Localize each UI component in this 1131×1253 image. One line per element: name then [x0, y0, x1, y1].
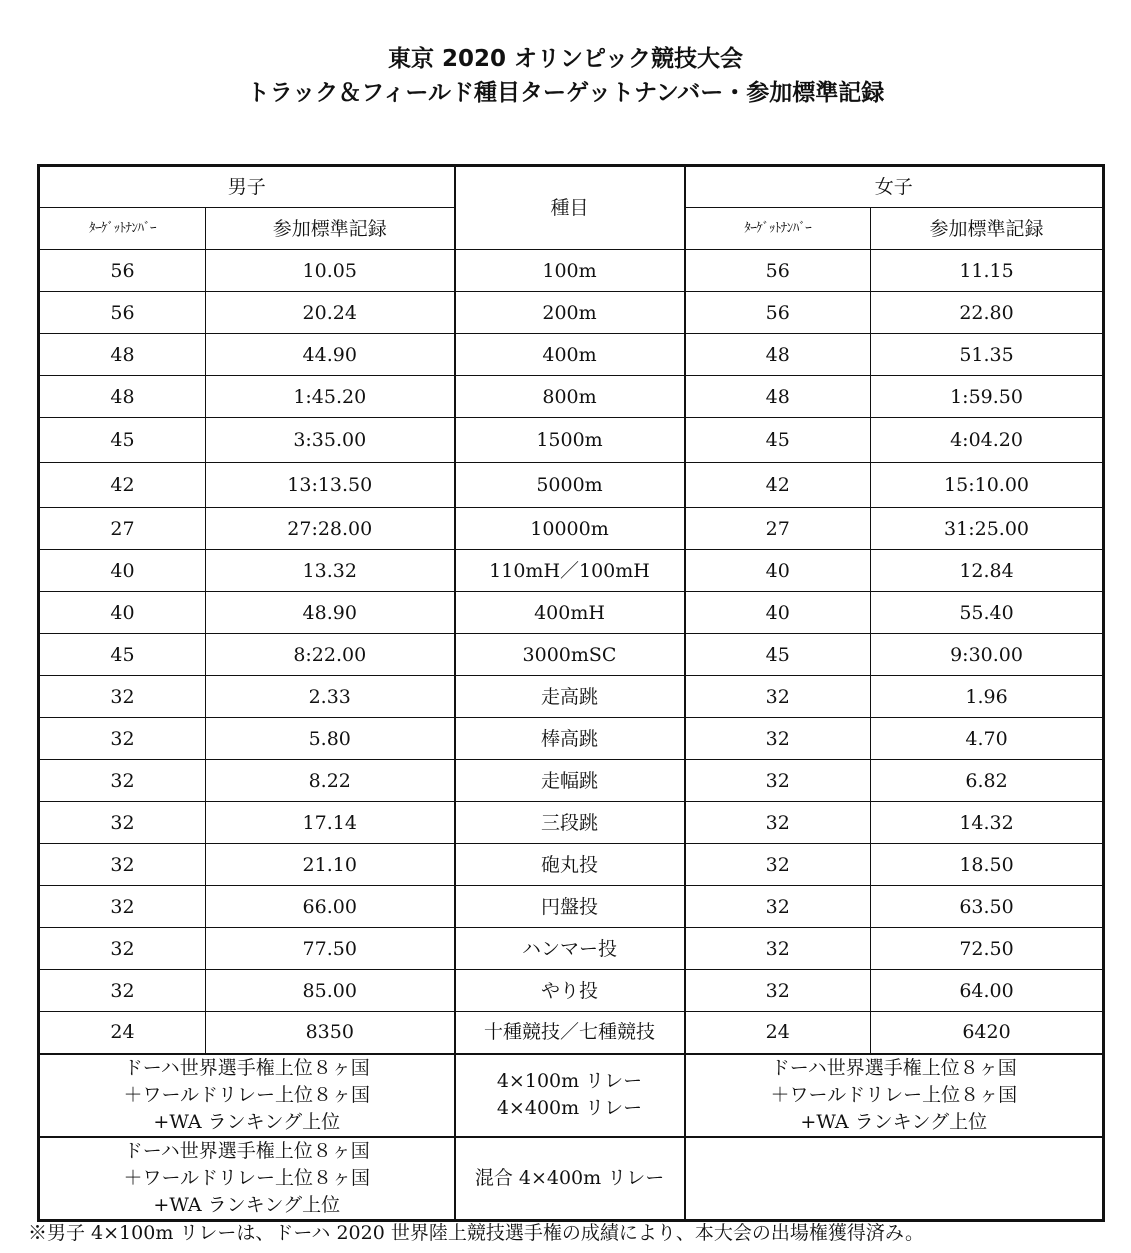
- men-target-number: 40: [39, 550, 206, 592]
- event-name: やり投: [455, 970, 685, 1012]
- footnote: ※男子 4×100m リレーは、ドーハ 2020 世界陸上競技選手権の成績により、本大会の出場権獲得済み。: [28, 1222, 924, 1244]
- men-relay-line: +WA ランキング上位: [153, 1110, 341, 1133]
- women-entry-standard: 9:30.00: [871, 634, 1104, 676]
- men-entry-standard: 1:45.20: [206, 376, 455, 418]
- men-entry-standard: 20.24: [206, 292, 455, 334]
- men-relay-qualification: [39, 1054, 455, 1137]
- event-name: 十種競技／七種競技: [455, 1012, 685, 1054]
- men-target-number: 56: [39, 292, 206, 334]
- men-target-number: 45: [39, 634, 206, 676]
- men-target-number: 56: [39, 250, 206, 292]
- men-entry-standard: 44.90: [206, 334, 455, 376]
- men-entry-standard: 8:22.00: [206, 634, 455, 676]
- women-relay-line: ドーハ世界選手権上位８ヶ国: [770, 1056, 1017, 1079]
- table-row: [39, 676, 1104, 718]
- table-row: [39, 886, 1104, 928]
- women-target-number: 32: [685, 970, 871, 1012]
- relay-event-line: 4×400m リレー: [496, 1097, 643, 1119]
- table-header: [39, 166, 1104, 250]
- women-entry-standard: 1.96: [871, 676, 1104, 718]
- men-target-number: 32: [39, 886, 206, 928]
- table-row: [39, 760, 1104, 802]
- men-target-number: 24: [39, 1012, 206, 1054]
- women-target-number: 45: [685, 634, 871, 676]
- women-header: 女子: [685, 166, 1104, 208]
- table-row: [39, 844, 1104, 886]
- event-name: 110mH／100mH: [455, 550, 685, 592]
- women-entry-standard: 11.15: [871, 250, 1104, 292]
- women-target-number: 42: [685, 463, 871, 508]
- men-entry-standard: 5.80: [206, 718, 455, 760]
- table-row: [39, 928, 1104, 970]
- men-target-number: 40: [39, 592, 206, 634]
- men-entry-standard: 27:28.00: [206, 508, 455, 550]
- table-row: [39, 463, 1104, 508]
- men-entry-standard: 13:13.50: [206, 463, 455, 508]
- men-entry-standard: 2.33: [206, 676, 455, 718]
- mixed-relay-line: +WA ランキング上位: [153, 1193, 341, 1216]
- women-entry-standard: 6420: [871, 1012, 1104, 1054]
- men-header: 男子: [39, 166, 455, 208]
- women-entry-standard: 55.40: [871, 592, 1104, 634]
- table-row: [39, 550, 1104, 592]
- men-entry-standard: 13.32: [206, 550, 455, 592]
- men-target-number: 42: [39, 463, 206, 508]
- table-row: [39, 802, 1104, 844]
- men-entry-standard: 77.50: [206, 928, 455, 970]
- mixed-relay-line: ドーハ世界選手権上位８ヶ国: [123, 1139, 370, 1162]
- event-name: 400mH: [455, 592, 685, 634]
- event-name: 棒高跳: [455, 718, 685, 760]
- table-row: [39, 376, 1104, 418]
- event-name: 5000m: [455, 463, 685, 508]
- table-row: [39, 1012, 1104, 1054]
- event-rows: [39, 250, 1104, 1054]
- event-name: 100m: [455, 250, 685, 292]
- men-entry-standard: 48.90: [206, 592, 455, 634]
- event-name: 走幅跳: [455, 760, 685, 802]
- table-row: [39, 334, 1104, 376]
- men-target-number: 27: [39, 508, 206, 550]
- women-entry-standard: 18.50: [871, 844, 1104, 886]
- women-entry-standard: 1:59.50: [871, 376, 1104, 418]
- women-target-number: 24: [685, 1012, 871, 1054]
- event-name: 円盤投: [455, 886, 685, 928]
- relay-event: [455, 1054, 685, 1137]
- women-entry-standard: 15:10.00: [871, 463, 1104, 508]
- women-entry-standard: 51.35: [871, 334, 1104, 376]
- women-target-number: 32: [685, 928, 871, 970]
- men-entry-standard: 8.22: [206, 760, 455, 802]
- event-name: 200m: [455, 292, 685, 334]
- relay-rows: [39, 1054, 1104, 1221]
- men-target-number: 48: [39, 376, 206, 418]
- women-entry-standard: 6.82: [871, 760, 1104, 802]
- event-name: 砲丸投: [455, 844, 685, 886]
- women-target-number-header: ﾀｰｹﾞｯﾄﾅﾝﾊﾞｰ: [685, 208, 871, 250]
- men-entry-standard: 66.00: [206, 886, 455, 928]
- men-target-number-header: ﾀｰｹﾞｯﾄﾅﾝﾊﾞｰ: [39, 208, 206, 250]
- women-entry-standard: 22.80: [871, 292, 1104, 334]
- table-row: [39, 718, 1104, 760]
- relay-row: [39, 1054, 1104, 1137]
- table-row: [39, 508, 1104, 550]
- table-row: [39, 592, 1104, 634]
- women-relay-qualification: [685, 1054, 1104, 1137]
- women-entry-standard: 31:25.00: [871, 508, 1104, 550]
- men-target-number: 45: [39, 418, 206, 463]
- women-target-number: 32: [685, 760, 871, 802]
- event-header: 種目: [455, 166, 685, 250]
- mixed-relay-event: 混合 4×400m リレー: [455, 1137, 685, 1221]
- women-entry-standard: 64.00: [871, 970, 1104, 1012]
- document-title: 東京 2020 オリンピック競技大会: [387, 46, 744, 72]
- event-name: 1500m: [455, 418, 685, 463]
- women-target-number: 40: [685, 592, 871, 634]
- men-entry-standard: 85.00: [206, 970, 455, 1012]
- women-target-number: 48: [685, 376, 871, 418]
- men-target-number: 32: [39, 802, 206, 844]
- women-entry-standard: 12.84: [871, 550, 1104, 592]
- women-target-number: 32: [685, 844, 871, 886]
- document-subtitle: トラック＆フィールド種目ターゲットナンバー・参加標準記録: [246, 80, 885, 106]
- men-entry-standard: 21.10: [206, 844, 455, 886]
- men-entry-standard: 8350: [206, 1012, 455, 1054]
- women-entry-standard: 4:04.20: [871, 418, 1104, 463]
- men-target-number: 48: [39, 334, 206, 376]
- men-target-number: 32: [39, 718, 206, 760]
- table-row: [39, 292, 1104, 334]
- event-name: 走高跳: [455, 676, 685, 718]
- event-name: 800m: [455, 376, 685, 418]
- men-target-number: 32: [39, 844, 206, 886]
- men-entry-standard-header: 参加標準記録: [206, 208, 455, 250]
- event-name: ハンマー投: [455, 928, 685, 970]
- men-target-number: 32: [39, 928, 206, 970]
- women-target-number: 45: [685, 418, 871, 463]
- women-entry-standard: 63.50: [871, 886, 1104, 928]
- men-entry-standard: 10.05: [206, 250, 455, 292]
- table-row: [39, 250, 1104, 292]
- women-target-number: 56: [685, 292, 871, 334]
- event-name: 三段跳: [455, 802, 685, 844]
- women-entry-standard: 4.70: [871, 718, 1104, 760]
- women-target-number: 32: [685, 676, 871, 718]
- men-relay-line: ＋ワールドリレー上位８ヶ国: [123, 1083, 371, 1106]
- mixed-relay-qualification: [39, 1137, 455, 1221]
- women-target-number: 27: [685, 508, 871, 550]
- event-name: 3000mSC: [455, 634, 685, 676]
- table-row: [39, 634, 1104, 676]
- women-target-number: 32: [685, 802, 871, 844]
- women-entry-standard-header: 参加標準記録: [871, 208, 1104, 250]
- women-entry-standard: 14.32: [871, 802, 1104, 844]
- women-relay-line: +WA ランキング上位: [800, 1110, 988, 1133]
- relay-event-line: 4×100m リレー: [496, 1070, 643, 1092]
- women-target-number: 32: [685, 886, 871, 928]
- men-relay-line: ドーハ世界選手権上位８ヶ国: [123, 1056, 370, 1079]
- mixed-relay-empty-cell: [685, 1137, 1104, 1221]
- women-target-number: 56: [685, 250, 871, 292]
- men-entry-standard: 3:35.00: [206, 418, 455, 463]
- women-target-number: 40: [685, 550, 871, 592]
- women-target-number: 48: [685, 334, 871, 376]
- standards-table: [37, 164, 1105, 1222]
- mixed-relay-row: [39, 1137, 1104, 1221]
- event-name: 400m: [455, 334, 685, 376]
- event-name: 10000m: [455, 508, 685, 550]
- men-target-number: 32: [39, 676, 206, 718]
- women-target-number: 32: [685, 718, 871, 760]
- mixed-relay-line: ＋ワールドリレー上位８ヶ国: [123, 1166, 371, 1189]
- men-target-number: 32: [39, 970, 206, 1012]
- men-entry-standard: 17.14: [206, 802, 455, 844]
- table-row: [39, 418, 1104, 463]
- table-row: [39, 970, 1104, 1012]
- women-entry-standard: 72.50: [871, 928, 1104, 970]
- women-relay-line: ＋ワールドリレー上位８ヶ国: [770, 1083, 1018, 1106]
- men-target-number: 32: [39, 760, 206, 802]
